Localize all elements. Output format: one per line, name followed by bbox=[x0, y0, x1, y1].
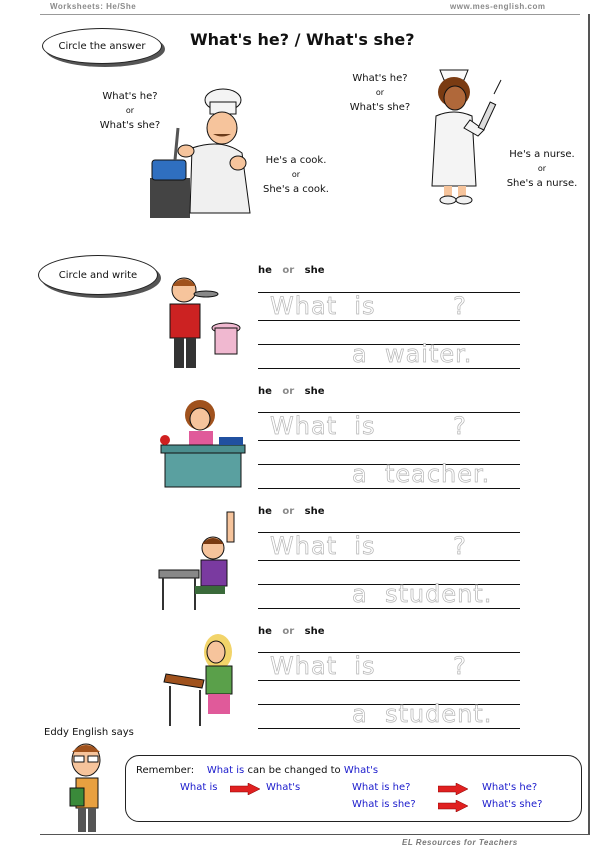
nurse-answer bbox=[496, 146, 588, 192]
example3-from: What is she? bbox=[352, 799, 416, 810]
red-arrow-icon bbox=[438, 800, 468, 812]
row2-trace-question[interactable]: What is ? bbox=[270, 412, 467, 440]
row2-trace-answer[interactable]: a teacher. bbox=[352, 460, 491, 488]
row1-trace-question[interactable]: What is ? bbox=[270, 292, 467, 320]
row3-trace-answer[interactable]: a student. bbox=[352, 580, 493, 608]
nurse-illustration bbox=[424, 62, 504, 207]
row3-line-4 bbox=[258, 608, 520, 609]
example2-to: What's he? bbox=[482, 782, 538, 793]
row2-line-2 bbox=[258, 440, 520, 441]
remember-what-is: What is bbox=[206, 765, 245, 776]
row2-he-or-she bbox=[258, 386, 324, 397]
circle-the-answer-oval bbox=[42, 28, 162, 64]
row1-she: she bbox=[304, 265, 325, 276]
circle-the-answer-label: Circle the answer bbox=[58, 40, 146, 52]
footer-rule bbox=[40, 834, 590, 835]
row3-trace-question[interactable]: What is ? bbox=[270, 532, 467, 560]
nurse-question-she: What's she? bbox=[349, 102, 411, 113]
row3-line-2 bbox=[258, 560, 520, 561]
cook-illustration bbox=[150, 88, 255, 223]
row1-he: he bbox=[258, 265, 272, 276]
example2-from: What is he? bbox=[352, 782, 411, 793]
remember-label: Remember: bbox=[136, 765, 195, 776]
cook-answer-or: or bbox=[291, 170, 301, 179]
nurse-question-or: or bbox=[375, 88, 385, 97]
cook-question-or: or bbox=[125, 106, 135, 115]
nurse-answer-she: She's a nurse. bbox=[506, 178, 578, 189]
row3-he: he bbox=[258, 506, 272, 517]
nurse-question-he: What's he? bbox=[352, 73, 408, 84]
cook-question-he: What's he? bbox=[102, 91, 158, 102]
row3-or: or bbox=[282, 506, 295, 517]
row2-or: or bbox=[282, 386, 295, 397]
cook-answer bbox=[248, 152, 344, 198]
red-arrow-icon bbox=[438, 783, 468, 795]
row2-line-4 bbox=[258, 488, 520, 489]
waiter-illustration bbox=[160, 272, 245, 372]
red-arrow-icon bbox=[230, 783, 260, 795]
circle-and-write-label: Circle and write bbox=[58, 269, 138, 281]
example1-to: What's bbox=[266, 782, 301, 793]
example3-to: What's she? bbox=[482, 799, 543, 810]
eddy-english-illustration bbox=[64, 742, 114, 837]
row4-line-4 bbox=[258, 728, 520, 729]
row4-trace-answer[interactable]: a student. bbox=[352, 700, 493, 728]
page-title: What's he? / What's she? bbox=[190, 30, 415, 49]
row2-she: she bbox=[304, 386, 325, 397]
remember-can-be-changed: can be changed to bbox=[247, 765, 341, 776]
student-raising-hand-illustration bbox=[155, 508, 245, 613]
row3-he-or-she bbox=[258, 506, 324, 517]
row4-trace-question[interactable]: What is ? bbox=[270, 652, 467, 680]
row1-line-2 bbox=[258, 320, 520, 321]
nurse-answer-he: He's a nurse. bbox=[509, 149, 575, 160]
nurse-answer-or: or bbox=[537, 164, 547, 173]
row2-he: he bbox=[258, 386, 272, 397]
nurse-question bbox=[334, 70, 426, 116]
row1-trace-answer[interactable]: a waiter. bbox=[352, 340, 473, 368]
row1-he-or-she bbox=[258, 265, 324, 276]
worksheet-header-right: www.mes-english.com bbox=[450, 2, 546, 11]
cook-question-she: What's she? bbox=[99, 120, 161, 131]
row1-or: or bbox=[282, 265, 295, 276]
example1-from: What is bbox=[180, 782, 218, 793]
eddy-english-says: Eddy English says bbox=[44, 727, 134, 738]
row4-she: she bbox=[304, 626, 325, 637]
remember-sentence bbox=[136, 765, 378, 776]
row4-he: he bbox=[258, 626, 272, 637]
worksheet-header-left: Worksheets: He/She bbox=[50, 2, 137, 11]
row1-line-4 bbox=[258, 368, 520, 369]
cook-answer-he: He's a cook. bbox=[265, 155, 327, 166]
row4-or: or bbox=[282, 626, 295, 637]
circle-and-write-oval bbox=[38, 255, 158, 295]
header-rule bbox=[40, 14, 580, 15]
right-border bbox=[588, 14, 590, 834]
teacher-illustration bbox=[155, 395, 250, 490]
remember-whats: What's bbox=[343, 765, 379, 776]
row4-he-or-she bbox=[258, 626, 324, 637]
worksheet-footer: EL Resources for Teachers bbox=[402, 838, 518, 847]
cook-answer-she: She's a cook. bbox=[263, 184, 329, 195]
row4-line-2 bbox=[258, 680, 520, 681]
row3-she: she bbox=[304, 506, 325, 517]
student-at-desk-illustration bbox=[160, 630, 245, 730]
